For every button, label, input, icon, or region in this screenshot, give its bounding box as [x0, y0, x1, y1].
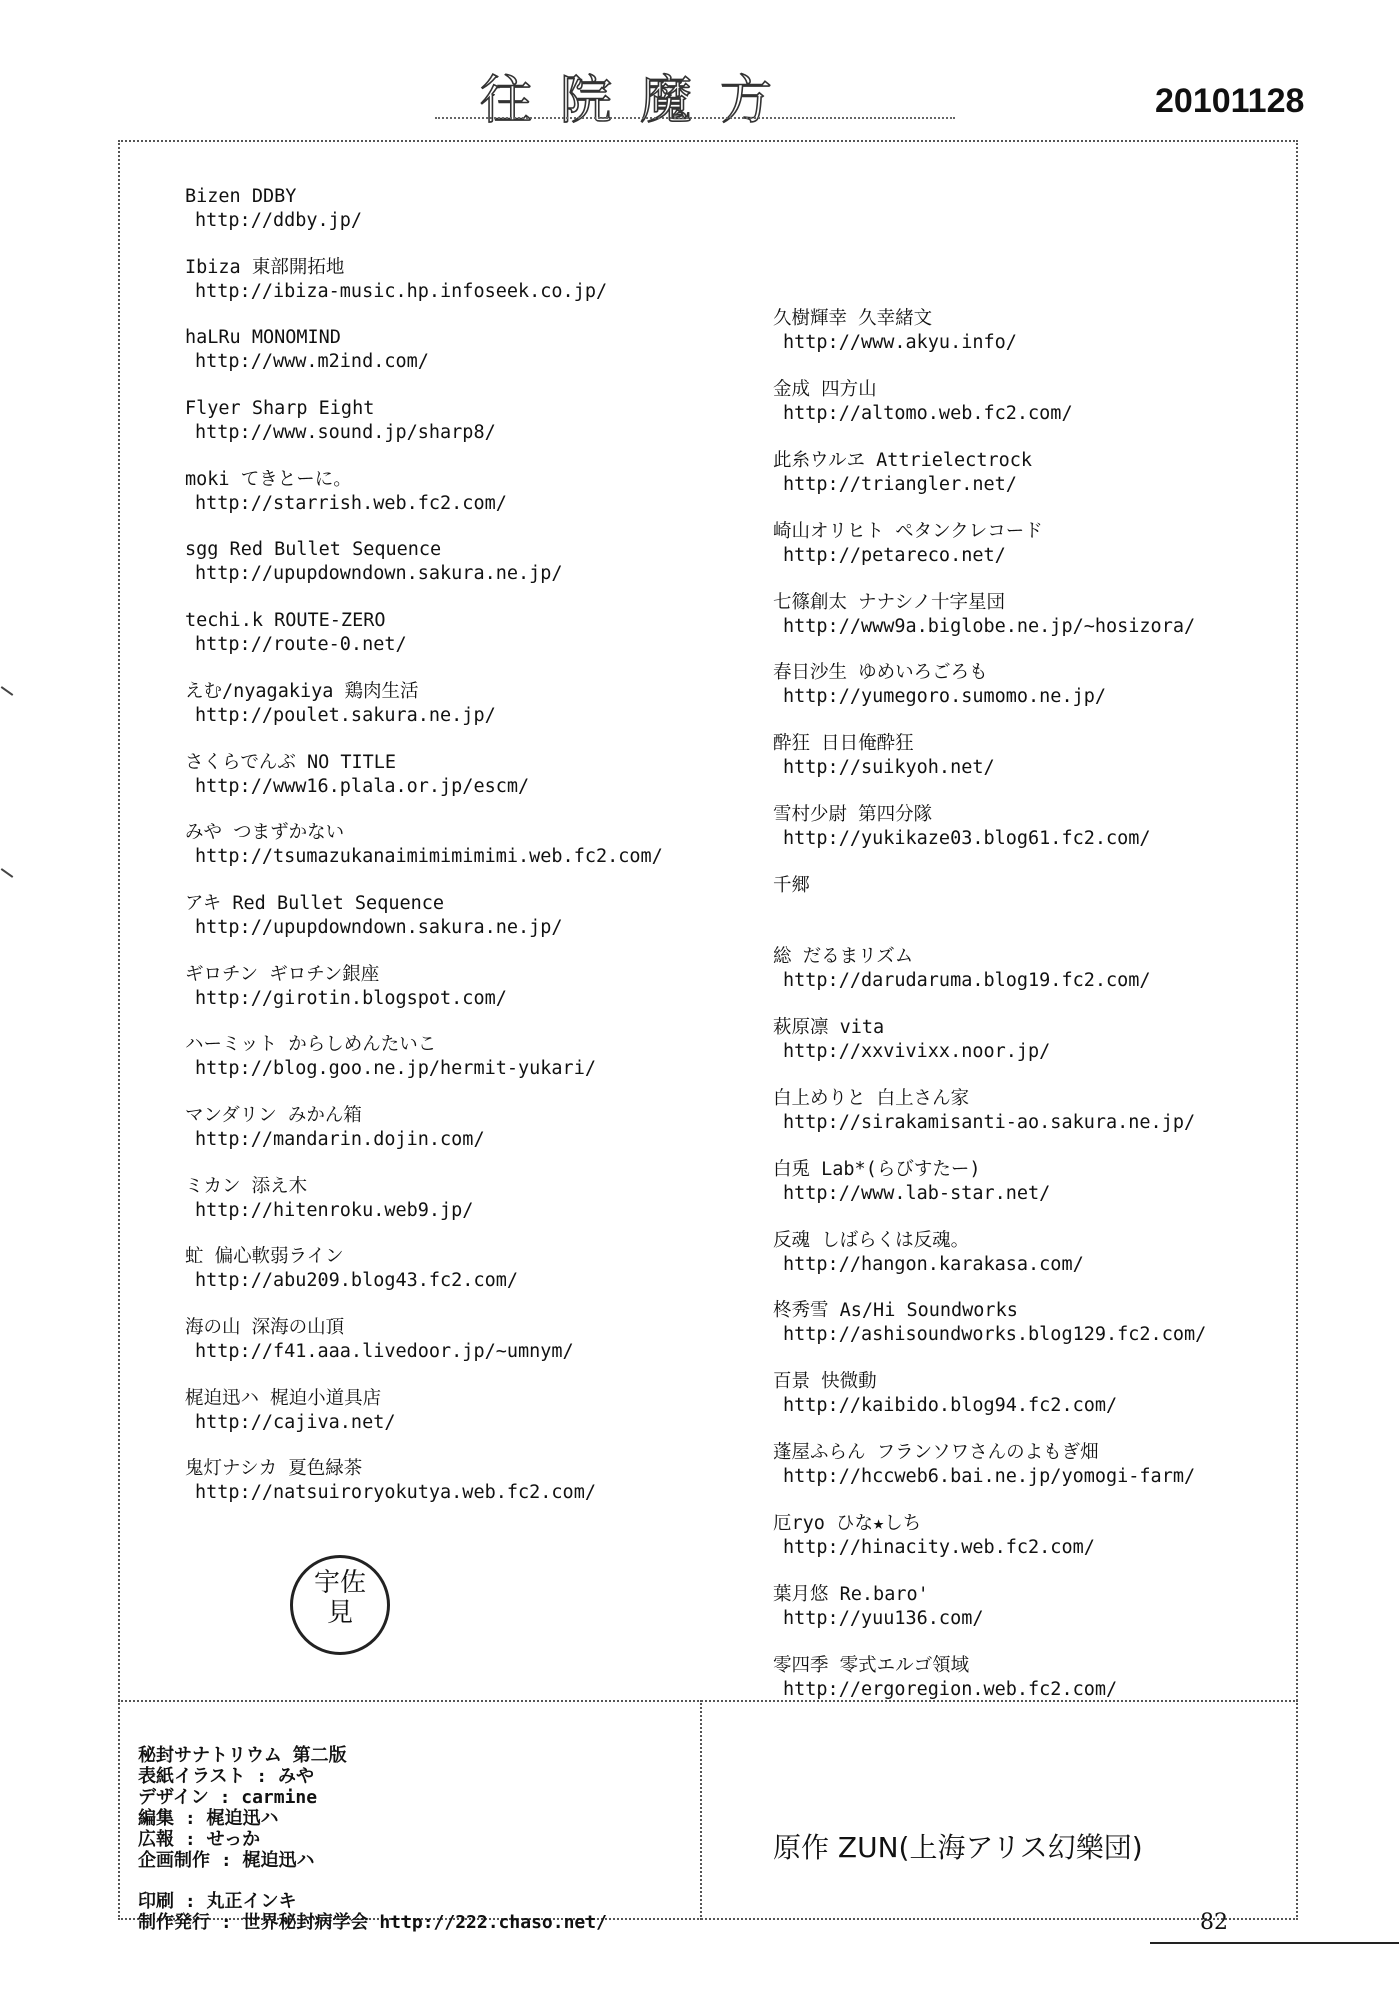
- entry-name: moki てきとーに。: [185, 468, 352, 490]
- entry-url: http://ergoregion.web.fc2.com/: [783, 1678, 1118, 1700]
- entry-url: http://darudaruma.blog19.fc2.com/: [783, 970, 1151, 992]
- margin-mark: [1, 686, 14, 696]
- entry-url: http://tsumazukanaimimimimimi.web.fc2.com/: [195, 846, 663, 868]
- link-entry: [773, 1087, 1333, 1158]
- entry-url: http://ibiza-music.hp.infoseek.co.jp/: [195, 280, 608, 302]
- entry-name: 海の山 深海の山頂: [185, 1317, 345, 1338]
- entry-name: 百景 快微動: [773, 1371, 877, 1393]
- entry-name: Flyer Sharp Eight: [185, 398, 375, 420]
- entry-url: http://petareco.net/: [783, 544, 1006, 566]
- entry-url: http://www9a.biglobe.ne.jp/~hosizora/: [783, 615, 1196, 637]
- link-entry: [185, 680, 745, 751]
- link-entry: [773, 1016, 1333, 1087]
- spacer: [138, 1871, 698, 1891]
- entry-name: Bizen DDBY: [185, 186, 297, 207]
- entry-url: http://www.akyu.info/: [783, 332, 1017, 353]
- entry-url: http://hccweb6.bai.ne.jp/yomogi-farm/: [783, 1466, 1196, 1488]
- entry-url: http://hitenroku.web9.jp/: [195, 1199, 474, 1221]
- publisher-credit: 制作発行 : 世界秘封病学会 http://222.chaso.net/: [138, 1912, 607, 1933]
- entry-name: 梶迫迅ハ 梶迫小道具店: [185, 1387, 382, 1409]
- link-entry: [773, 307, 1333, 378]
- entry-url: http://altomo.web.fc2.com/: [783, 402, 1073, 424]
- entry-name: みや つまずかない: [185, 822, 345, 844]
- entry-url: http://hinacity.web.fc2.com/: [783, 1537, 1095, 1559]
- book-title: 秘封サナトリウム 第二版: [138, 1745, 347, 1766]
- link-entry: [773, 874, 1333, 945]
- entry-url: http://xxvivixx.noor.jp/: [783, 1040, 1051, 1062]
- link-entry: [185, 468, 745, 539]
- entry-name: 白兎 Lab*(らびすたー): [773, 1158, 981, 1180]
- entry-url: http://yumegoro.sumomo.ne.jp/: [783, 686, 1107, 708]
- link-entry: [773, 1158, 1333, 1229]
- credits-block: [138, 1745, 698, 1933]
- link-entry: [185, 892, 745, 963]
- entry-name: haLRu MONOMIND: [185, 327, 341, 349]
- link-entry: [185, 1175, 745, 1246]
- entry-name: 雪村少尉 第四分隊: [773, 804, 933, 826]
- entry-url: http://cajiva.net/: [195, 1411, 396, 1433]
- seal-stamp: [290, 1555, 390, 1655]
- link-entry: [185, 1033, 745, 1104]
- original-work-credit: 原作 ZUN(上海アリス幻樂団): [773, 1831, 1143, 1864]
- link-entry: [773, 520, 1333, 591]
- header-divider: [435, 117, 955, 119]
- entry-name: 酔狂 日日俺酔狂: [773, 733, 914, 755]
- link-entry: [773, 1441, 1333, 1512]
- link-entry: [185, 1387, 745, 1458]
- entry-name: 萩原凛 vita: [773, 1016, 885, 1038]
- bottom-divider: [118, 1700, 1298, 1702]
- entry-url: http://girotin.blogspot.com/: [195, 987, 507, 1009]
- link-entry: [773, 591, 1333, 662]
- seal-stamp-top: 宇佐: [313, 1568, 366, 1598]
- entry-url: http://blog.goo.ne.jp/hermit-yukari/: [195, 1058, 596, 1080]
- link-entry: [185, 1457, 745, 1528]
- link-entry: [773, 945, 1333, 1016]
- entry-url: http://upupdowndown.sakura.ne.jp/: [195, 916, 563, 938]
- entry-name: 七篠創太 ナナシノ十字星団: [773, 591, 1006, 613]
- entry-name: ギロチン ギロチン銀座: [185, 963, 380, 985]
- credit-line: 表紙イラスト : みや: [138, 1766, 314, 1787]
- entry-name: 反魂 しばらくは反魂。: [773, 1229, 970, 1251]
- link-entry: [773, 1299, 1333, 1370]
- entry-name: techi.k ROUTE-ZERO: [185, 610, 386, 632]
- link-entry: [185, 609, 745, 680]
- left-column-list: [185, 185, 745, 1528]
- entry-url: http://yukikaze03.blog61.fc2.com/: [783, 828, 1151, 850]
- link-entry: [185, 326, 745, 397]
- entry-name: 千郷: [773, 875, 811, 897]
- entry-name: sgg Red Bullet Sequence: [185, 539, 442, 561]
- entry-url: http://upupdowndown.sakura.ne.jp/: [195, 563, 563, 585]
- link-entry: [773, 1654, 1333, 1725]
- page-number: 82: [1200, 1910, 1228, 1935]
- entry-url: http://www.lab-star.net/: [783, 1182, 1051, 1204]
- entry-name: マンダリン みかん箱: [185, 1104, 362, 1126]
- entry-url: http://kaibido.blog94.fc2.com/: [783, 1395, 1118, 1417]
- entry-url: http://f41.aaa.livedoor.jp/~umnym/: [195, 1341, 574, 1362]
- link-entry: [773, 449, 1333, 520]
- link-entry: [773, 1370, 1333, 1441]
- seal-stamp-bottom: 見: [326, 1598, 353, 1628]
- margin-mark: [1, 868, 14, 878]
- header-date: 20101128: [1155, 82, 1305, 120]
- entry-url: http://sirakamisanti-ao.sakura.ne.jp/: [783, 1111, 1196, 1133]
- entry-url: http://www.sound.jp/sharp8/: [195, 422, 496, 444]
- entry-name: 崎山オリヒト ペタンクレコード: [773, 520, 1043, 542]
- entry-name: 厄ryo ひな★しち: [773, 1513, 922, 1535]
- link-entry: [185, 821, 745, 892]
- entry-name: 柊秀雪 As/Hi Soundworks: [773, 1300, 1018, 1322]
- link-entry: [185, 397, 745, 468]
- page-header-title: 往院魔方: [480, 71, 801, 131]
- entry-url: http://natsuiroryokutya.web.fc2.com/: [195, 1482, 596, 1504]
- page-number-underline: [1150, 1942, 1399, 1944]
- entry-name: ミカン 添え木: [185, 1175, 308, 1197]
- entry-url: http://hangon.karakasa.com/: [783, 1253, 1084, 1275]
- entry-name: Ibiza 東部開拓地: [185, 256, 345, 278]
- link-entry: [185, 1245, 745, 1316]
- entry-url: http://mandarin.dojin.com/: [195, 1128, 485, 1150]
- entry-url: http://www16.plala.or.jp/escm/: [195, 775, 530, 797]
- credit-line: 広報 : せっか: [138, 1829, 261, 1850]
- bottom-column-divider: [700, 1700, 702, 1920]
- link-entry: [185, 1104, 745, 1175]
- entry-name: 金成 四方山: [773, 378, 877, 400]
- link-entry: [185, 256, 745, 327]
- entry-url: http://triangler.net/: [783, 473, 1017, 495]
- link-entry: [185, 963, 745, 1034]
- entry-url: http://ddby.jp/: [195, 210, 363, 231]
- entry-name: ハーミット からしめんたいこ: [185, 1034, 437, 1056]
- entry-url: http://www.m2ind.com/: [195, 351, 429, 373]
- entry-url: http://ashisoundworks.blog129.fc2.com/: [783, 1324, 1207, 1346]
- entry-name: えむ/nyagakiya 鶏肉生活: [185, 680, 419, 702]
- link-entry: [185, 185, 745, 256]
- link-entry: [773, 803, 1333, 874]
- entry-url: http://yuu136.com/: [783, 1608, 984, 1630]
- entry-url: http://suikyoh.net/: [783, 757, 995, 779]
- link-entry: [773, 1229, 1333, 1300]
- entry-name: アキ Red Bullet Sequence: [185, 892, 445, 914]
- print-credit: 印刷 : 丸正インキ: [138, 1891, 297, 1912]
- credit-line: 企画制作 : 梶迫迅ハ: [138, 1850, 315, 1871]
- right-column-list: [773, 307, 1333, 1725]
- link-entry: [773, 378, 1333, 449]
- entry-url: http://route-0.net/: [195, 634, 407, 656]
- entry-name: 虻 偏心軟弱ライン: [185, 1246, 344, 1268]
- link-entry: [185, 538, 745, 609]
- entry-name: 鬼灯ナシカ 夏色緑茶: [185, 1458, 363, 1480]
- link-entry: [773, 661, 1333, 732]
- credit-line: デザイン : carmine: [138, 1787, 318, 1808]
- entry-url: http://abu209.blog43.fc2.com/: [195, 1270, 519, 1292]
- entry-name: 此糸ウルヱ Attrielectrock: [773, 449, 1033, 471]
- link-entry: [773, 1512, 1333, 1583]
- link-entry: [185, 1316, 745, 1387]
- link-entry: [773, 732, 1333, 803]
- entry-name: 久樹輝幸 久幸緒文: [773, 308, 933, 329]
- entry-name: 葉月悠 Re.baro': [773, 1584, 929, 1606]
- entry-name: 蓬屋ふらん フランソワさんのよもぎ畑: [773, 1442, 1099, 1464]
- link-entry: [773, 1583, 1333, 1654]
- entry-name: 白上めりと 白上さん家: [773, 1087, 970, 1109]
- link-entry: [185, 751, 745, 822]
- credit-line: 編集 : 梶迫迅ハ: [138, 1808, 279, 1829]
- entry-name: 総 だるまリズム: [773, 946, 914, 968]
- entry-url: http://starrish.web.fc2.com/: [195, 492, 507, 514]
- entry-url: http://poulet.sakura.ne.jp/: [195, 704, 496, 726]
- entry-name: 春日沙生 ゆめいろごろも: [773, 662, 988, 684]
- entry-name: 零四季 零式エルゴ領域: [773, 1654, 970, 1676]
- entry-name: さくらでんぶ NO TITLE: [185, 751, 397, 773]
